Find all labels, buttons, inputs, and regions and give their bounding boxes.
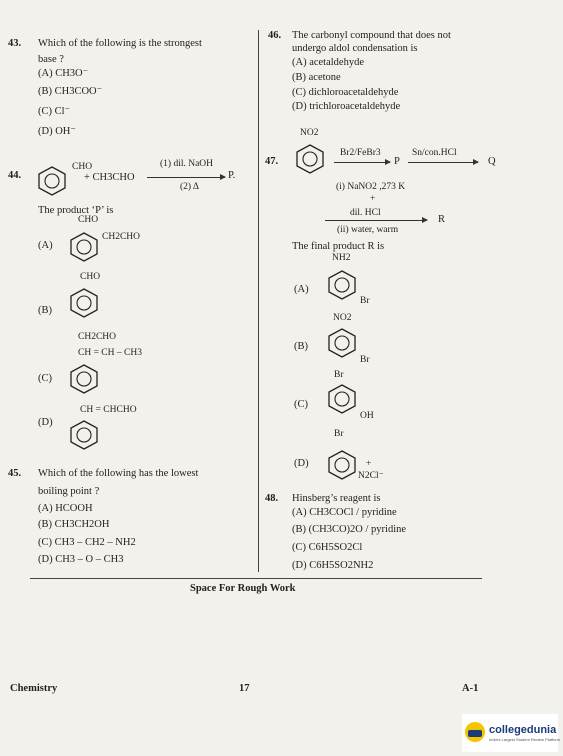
- q45-stem-line1: Which of the following has the lowest: [38, 468, 199, 479]
- q47-q-label: Q: [488, 156, 496, 167]
- q47-step3: (ii) water, warm: [337, 225, 399, 235]
- benzene-ring-icon: [70, 420, 98, 450]
- q44-option-d: (D): [38, 417, 53, 428]
- footer-subject: Chemistry: [10, 683, 58, 694]
- benzene-ring-icon: [328, 450, 356, 480]
- q44-c-top2: CH = CH – CH3: [78, 348, 142, 358]
- q47-c-sub: OH: [360, 411, 374, 421]
- q47-b-sub: Br: [360, 355, 370, 365]
- q48-option-d: (D) C6H5SO2NH2: [292, 560, 374, 571]
- q44-step1: (1) dil. NaOH: [160, 159, 214, 169]
- q44-cho-label: CHO: [72, 162, 93, 172]
- q46-number: 46.: [268, 30, 282, 41]
- q44-step2: (2) Δ: [180, 182, 200, 192]
- q47-a-sub: Br: [360, 296, 370, 306]
- q47-option-a: (A): [294, 284, 309, 295]
- q47-no2-label: NO2: [300, 128, 319, 138]
- q47-option-d: (D): [294, 458, 309, 469]
- q43-stem-line1: Which of the following is the strongest: [38, 38, 202, 49]
- rough-work-label: Space For Rough Work: [190, 583, 296, 594]
- q44-stem: The product ‘P’ is: [38, 205, 114, 216]
- logo-tagline: India's Largest Student Review Platform: [489, 737, 561, 742]
- q44-c-top1: CH2CHO: [78, 332, 117, 342]
- q48-number: 48.: [265, 493, 279, 504]
- q43-number: 43.: [8, 38, 22, 49]
- q47-r-label: R: [438, 214, 446, 225]
- q47-number: 47.: [265, 156, 279, 167]
- q47-option-c: (C): [294, 399, 308, 410]
- q45-stem-line2: boiling point ?: [38, 486, 100, 497]
- q44-d-top: CH = CHCHO: [80, 405, 137, 415]
- q47-step2: dil. HCl: [350, 208, 381, 218]
- benzene-ring-icon: [38, 166, 66, 196]
- q46-option-a: (A) acetaldehyde: [292, 57, 364, 68]
- q43-option-a: (A) CH3O⁻: [38, 68, 89, 79]
- q44-reactant: + CH3CHO: [84, 172, 135, 183]
- q44-a-side: CH2CHO: [102, 232, 141, 242]
- q47-step1: (i) NaNO2 ,273 K: [336, 182, 406, 192]
- reaction-arrow-icon: [325, 220, 427, 221]
- q44-option-a: (A): [38, 240, 53, 251]
- q44-option-c: (C): [38, 373, 52, 384]
- q46-stem-line2: undergo aldol condensation is: [292, 43, 418, 54]
- q47-d-plus: +: [366, 459, 372, 469]
- reaction-arrow-icon: [147, 177, 225, 178]
- q47-p-label: P: [394, 156, 400, 167]
- q43-option-d: (D) OH⁻: [38, 126, 76, 137]
- rough-work-rule: [30, 578, 482, 579]
- q45-number: 45.: [8, 468, 22, 479]
- q44-product-label: P.: [228, 170, 236, 181]
- q44-number: 44.: [8, 170, 22, 181]
- benzene-ring-icon: [296, 144, 324, 174]
- q47-b-top: NO2: [333, 313, 352, 323]
- q48-option-b: (B) (CH3CO)2O / pyridine: [292, 524, 407, 535]
- q43-option-b: (B) CH3COO⁻: [38, 86, 103, 97]
- footer-paper-code: A-1: [462, 683, 479, 694]
- benzene-ring-icon: [328, 328, 356, 358]
- q45-option-d: (D) CH3 – O – CH3: [38, 554, 124, 565]
- logo-name: collegedunia: [489, 724, 557, 736]
- q46-stem-line1: The carbonyl compound that does not: [292, 30, 451, 41]
- q45-option-c: (C) CH3 – CH2 – NH2: [38, 537, 136, 548]
- q46-option-d: (D) trichloroacetaldehyde: [292, 101, 401, 112]
- collegedunia-logo-icon: [465, 722, 485, 742]
- q44-option-b: (B): [38, 305, 52, 316]
- q47-d-top: Br: [334, 429, 344, 439]
- q48-stem: Hinsberg’s reagent is: [292, 493, 381, 504]
- q47-plus: +: [370, 194, 376, 204]
- q47-a-top: NH2: [332, 253, 351, 263]
- q47-option-b: (B): [294, 341, 308, 352]
- benzene-ring-icon: [70, 364, 98, 394]
- q47-reagent1: Br2/FeBr3: [340, 148, 381, 158]
- benzene-ring-icon: [70, 232, 98, 262]
- benzene-ring-icon: [328, 270, 356, 300]
- q44-a-top: CHO: [78, 215, 99, 225]
- q47-d-sub: N2Cl⁻: [358, 471, 384, 481]
- q46-option-b: (B) acetone: [292, 72, 341, 83]
- q43-option-c: (C) Cl⁻: [38, 106, 71, 117]
- q43-stem-line2: base ?: [38, 54, 64, 65]
- benzene-ring-icon: [328, 384, 356, 414]
- q44-b-top: CHO: [80, 272, 101, 282]
- reaction-arrow-icon: [408, 162, 478, 163]
- q47-stem: The final product R is: [292, 241, 385, 252]
- q48-option-c: (C) C6H5SO2Cl: [292, 542, 363, 553]
- q48-option-a: (A) CH3COCl / pyridine: [292, 507, 397, 518]
- q47-reagent2: Sn/con.HCl: [412, 148, 457, 158]
- reaction-arrow-icon: [334, 162, 390, 163]
- q46-option-c: (C) dichloroacetaldehyde: [292, 87, 399, 98]
- q45-option-a: (A) HCOOH: [38, 503, 93, 514]
- footer-page-number: 17: [239, 683, 250, 694]
- q45-option-b: (B) CH3CH2OH: [38, 519, 110, 530]
- q47-c-top: Br: [334, 370, 344, 380]
- benzene-ring-icon: [70, 288, 98, 318]
- column-divider: [258, 30, 259, 572]
